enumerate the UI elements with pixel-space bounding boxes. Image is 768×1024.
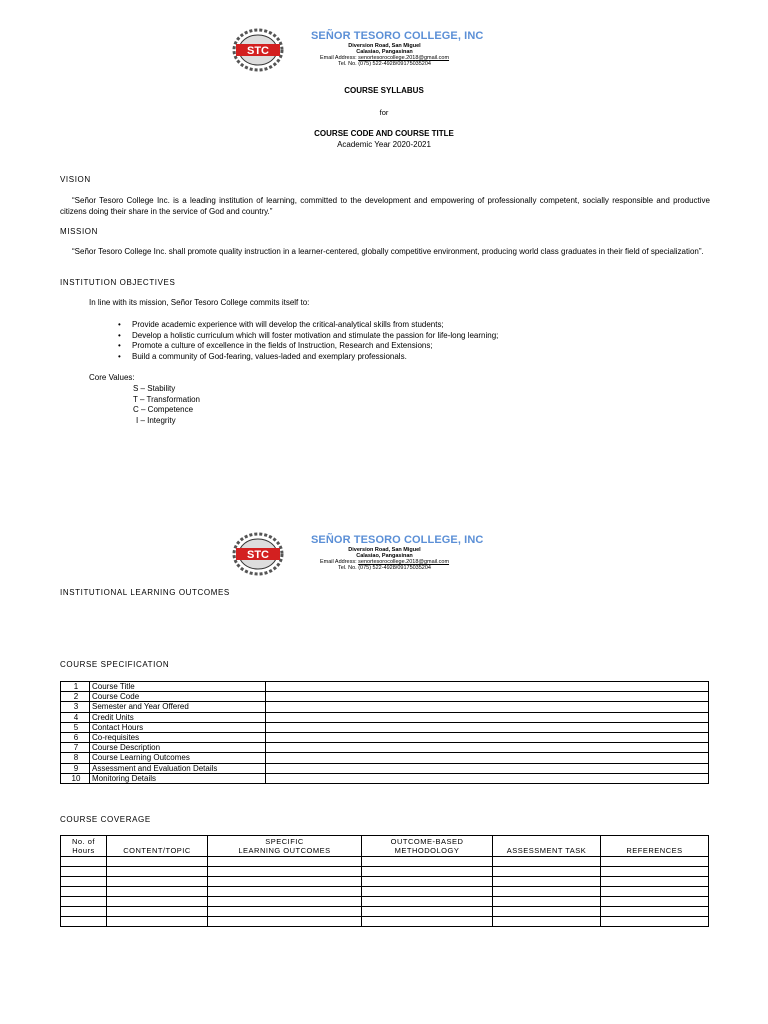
spec-item: Monitoring Details (90, 773, 266, 783)
spec-number: 1 (61, 682, 90, 692)
coverage-cell[interactable] (601, 867, 709, 877)
table-row (61, 692, 709, 702)
spec-item: Assessment and Evaluation Details (90, 763, 266, 773)
list-item: • Build a community of God-fearing, values-laded and exemplary professionals. (118, 352, 498, 363)
core-values-label: Core Values: (89, 373, 135, 382)
tel-line: Tel. No. (075) 522-4928/09175035204 (338, 565, 431, 571)
course-coverage-table (60, 835, 709, 927)
table-row (61, 867, 709, 877)
core-values-list (133, 384, 200, 426)
coverage-cell[interactable] (362, 877, 493, 887)
spec-item: Course Title (90, 682, 266, 692)
spec-item: Course Learning Outcomes (90, 753, 266, 763)
table-row (61, 763, 709, 773)
spec-number: 10 (61, 773, 90, 783)
objectives-label: INSTITUTION OBJECTIVES (60, 278, 176, 287)
logo-text: STC (247, 45, 269, 57)
coverage-cell[interactable] (493, 867, 601, 877)
coverage-cell[interactable] (493, 907, 601, 917)
table-row (61, 907, 709, 917)
ilo-label: INSTITUTIONAL LEARNING OUTCOMES (60, 588, 230, 597)
table-row (61, 712, 709, 722)
coverage-cell[interactable] (107, 867, 208, 877)
coverage-cell[interactable] (601, 917, 709, 927)
spec-number: 7 (61, 743, 90, 753)
spec-number: 2 (61, 692, 90, 702)
spec-item: Course Description (90, 743, 266, 753)
coverage-cell[interactable] (601, 907, 709, 917)
academic-year: Academic Year 2020-2021 (337, 140, 431, 149)
table-row (61, 877, 709, 887)
coverage-cell[interactable] (493, 917, 601, 927)
college-name: SEÑOR TESORO COLLEGE, INC (311, 30, 484, 42)
coverage-cell[interactable] (208, 877, 362, 887)
spec-value[interactable] (266, 682, 709, 692)
table-row (61, 682, 709, 692)
spec-item: Semester and Year Offered (90, 702, 266, 712)
tel-line: Tel. No. (075) 522-4928/09175035204 (338, 61, 431, 67)
table-row (61, 857, 709, 867)
table-row (61, 917, 709, 927)
coverage-cell[interactable] (362, 907, 493, 917)
coverage-cell[interactable] (493, 857, 601, 867)
coverage-cell[interactable] (107, 887, 208, 897)
objectives-list (118, 320, 498, 362)
table-row (61, 732, 709, 742)
college-name: SEÑOR TESORO COLLEGE, INC (311, 534, 484, 546)
coverage-cell[interactable] (61, 907, 107, 917)
spec-value[interactable] (266, 712, 709, 722)
table-row (61, 702, 709, 712)
col-assessment: ASSESSMENT TASK (493, 836, 601, 857)
mission-label: MISSION (60, 227, 98, 236)
coverage-cell[interactable] (601, 857, 709, 867)
syllabus-title: COURSE SYLLABUS (344, 86, 424, 95)
spec-value[interactable] (266, 773, 709, 783)
spec-item: Co-requisites (90, 732, 266, 742)
course-coverage-label: COURSE COVERAGE (60, 815, 151, 824)
coverage-cell[interactable] (362, 867, 493, 877)
spec-item: Contact Hours (90, 722, 266, 732)
table-row (61, 897, 709, 907)
coverage-cell[interactable] (61, 917, 107, 927)
coverage-cell[interactable] (362, 897, 493, 907)
list-item: • Provide academic experience with will develop the critical-analytical skills from students; (118, 320, 498, 331)
spec-value[interactable] (266, 692, 709, 702)
spec-value[interactable] (266, 743, 709, 753)
coverage-cell[interactable] (601, 897, 709, 907)
coverage-cell[interactable] (208, 917, 362, 927)
coverage-cell[interactable] (493, 877, 601, 887)
address-line-2: Calasiao, Pangasinan (356, 49, 413, 55)
col-methodology: OUTCOME-BASED METHODOLOGY (362, 836, 493, 857)
spec-value[interactable] (266, 722, 709, 732)
spec-value[interactable] (266, 702, 709, 712)
table-row (61, 773, 709, 783)
core-value-item: T – Transformation (133, 394, 200, 404)
spec-number: 6 (61, 732, 90, 742)
address-line-2: Calasiao, Pangasinan (356, 553, 413, 559)
coverage-cell[interactable] (107, 907, 208, 917)
coverage-cell[interactable] (107, 877, 208, 887)
email-line: Email Address: senortesorocollege.2018@gmail.com (319, 55, 450, 61)
coverage-cell[interactable] (362, 857, 493, 867)
email-link[interactable]: senortesorocollege.2018@gmail.com (358, 55, 450, 61)
coverage-cell[interactable] (601, 887, 709, 897)
core-value-item: S – Stability (133, 384, 176, 393)
spec-number: 9 (61, 763, 90, 773)
for-label: for (379, 108, 389, 117)
vision-text: “Señor Tesoro College Inc. is a leading institution of learning, committed to the development and empowering of professionally competent, socially responsible and productive citizens doing their share in the service of God and country.” (60, 196, 710, 216)
objectives-intro: In line with its mission, Señor Tesoro College commits itself to: (89, 298, 310, 307)
coverage-cell[interactable] (61, 867, 107, 877)
coverage-cell[interactable] (362, 887, 493, 897)
coverage-cell[interactable] (61, 857, 107, 867)
email-link[interactable]: senortesorocollege.2018@gmail.com (358, 559, 450, 565)
spec-value[interactable] (266, 763, 709, 773)
spec-number: 3 (61, 702, 90, 712)
table-row (61, 743, 709, 753)
coverage-cell[interactable] (61, 897, 107, 907)
col-references: REFERENCES (601, 836, 709, 857)
coverage-cell[interactable] (493, 897, 601, 907)
coverage-cell[interactable] (107, 857, 208, 867)
logo-text: STC (247, 549, 269, 561)
spec-value[interactable] (266, 753, 709, 763)
spec-value[interactable] (266, 732, 709, 742)
coverage-cell[interactable] (362, 917, 493, 927)
coverage-cell[interactable] (208, 887, 362, 897)
address-line-1: Diversion Road, San Miguel (348, 547, 421, 553)
college-logo (232, 28, 284, 72)
coverage-cell[interactable] (601, 877, 709, 887)
table-row (61, 753, 709, 763)
spec-item: Credit Units (90, 712, 266, 722)
course-spec-label: COURSE SPECIFICATION (60, 660, 170, 669)
spec-item: Course Code (90, 692, 266, 702)
coverage-cell[interactable] (61, 887, 107, 897)
letterhead-page-2 (232, 532, 484, 582)
coverage-cell[interactable] (208, 897, 362, 907)
coverage-cell[interactable] (208, 907, 362, 917)
coverage-cell[interactable] (493, 887, 601, 897)
spec-number: 4 (61, 712, 90, 722)
core-value-item: C – Competence (133, 405, 194, 414)
course-title: COURSE CODE AND COURSE TITLE (314, 129, 454, 138)
table-row (61, 887, 709, 897)
coverage-cell[interactable] (107, 897, 208, 907)
col-slo: SPECIFIC LEARNING OUTCOMES (208, 836, 362, 857)
col-hours: No. of Hours (61, 836, 107, 857)
coverage-cell[interactable] (61, 877, 107, 887)
college-logo (232, 532, 284, 576)
table-row (61, 722, 709, 732)
spec-number: 8 (61, 753, 90, 763)
col-content: CONTENT/TOPIC (107, 836, 208, 857)
letterhead-top (232, 28, 484, 78)
coverage-cell[interactable] (208, 867, 362, 877)
course-spec-table (60, 681, 709, 784)
email-line: Email Address: senortesorocollege.2018@gmail.com (319, 559, 450, 565)
vision-label: VISION (60, 175, 91, 184)
mission-text: “Señor Tesoro College Inc. shall promote quality instruction in a learner-centered, globally competitive environment, producing world class graduates in their field of specialization”. (72, 247, 704, 256)
list-item: • Promote a culture of excellence in the fields of Instruction, Research and Extensions; (118, 341, 498, 352)
coverage-cell[interactable] (208, 857, 362, 867)
list-item: • Develop a holistic curriculum which will foster motivation and stimulate the passion for life-long learning; (118, 331, 498, 342)
coverage-cell[interactable] (107, 917, 208, 927)
spec-number: 5 (61, 722, 90, 732)
core-value-item: I – Integrity (136, 415, 176, 425)
address-line-1: Diversion Road, San Miguel (348, 43, 421, 49)
